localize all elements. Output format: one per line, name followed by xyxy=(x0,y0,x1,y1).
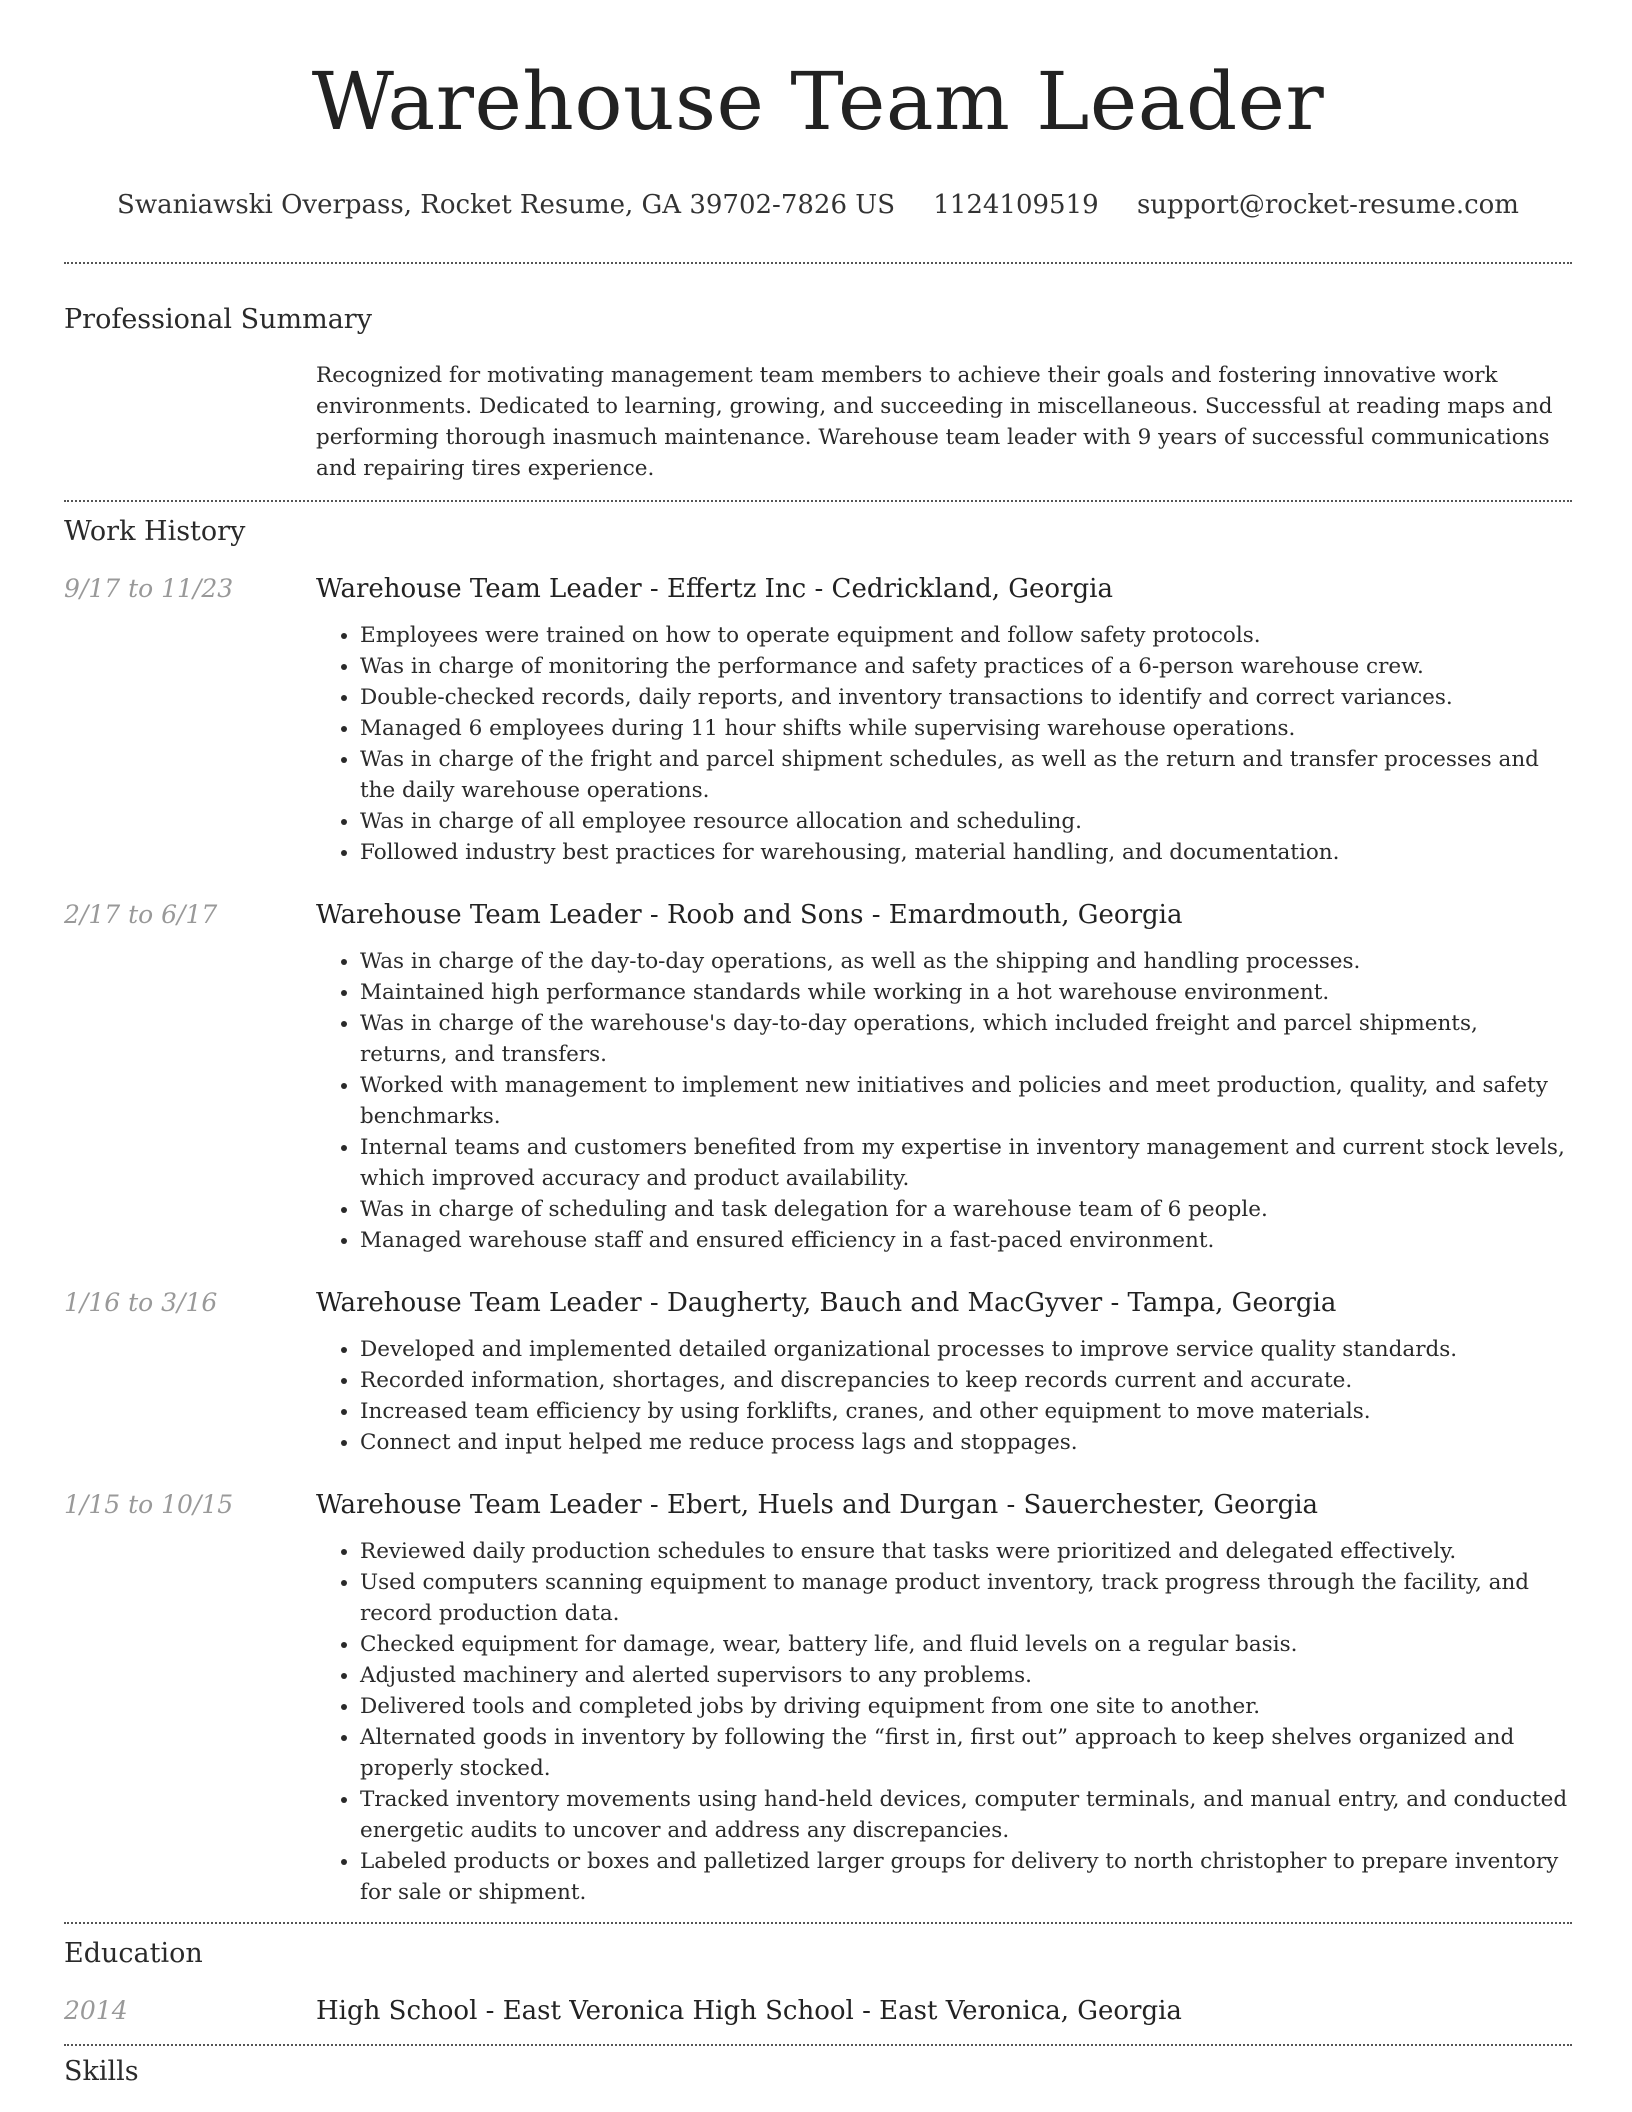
list-item: • Checked equipment for damage, wear, battery life, and fluid levels on a regular basis. xyxy=(360,1629,1572,1660)
job-bullets xyxy=(316,620,1572,868)
list-item: • Was in charge of all employee resource allocation and scheduling. xyxy=(360,806,1572,837)
list-item: • Adjusted machinery and alerted supervisors to any problems. xyxy=(360,1660,1572,1691)
section-title-summary: Professional Summary xyxy=(64,304,372,335)
job-dates: 9/17 to 11/23 xyxy=(64,574,234,603)
list-item: • Was in charge of monitoring the performance and safety practices of a 6-person warehouse crew. xyxy=(360,651,1572,682)
education-title: High School - East Veronica High School - East Veronica, Georgia xyxy=(316,1996,1182,2026)
divider xyxy=(64,500,1572,502)
work-history-section xyxy=(64,514,1572,1908)
list-item: • Labeled products or boxes and palletized larger groups for delivery to north christopher to prepare inventory for sale or shipment. xyxy=(360,1846,1572,1908)
list-item: • Managed 6 employees during 11 hour shifts while supervising warehouse operations. xyxy=(360,713,1572,744)
resume-page xyxy=(64,0,1572,2090)
list-item: • Recorded information, shortages, and discrepancies to keep records current and accurate. xyxy=(360,1365,1572,1396)
job-title: Warehouse Team Leader - Effertz Inc - Cedrickland, Georgia xyxy=(316,574,1113,604)
list-item: • Reviewed daily production schedules to ensure that tasks were prioritized and delegated effectively. xyxy=(360,1536,1572,1567)
list-item: • Was in charge of the fright and parcel shipment schedules, as well as the return and transfer processes and the daily warehouse operations. xyxy=(360,744,1572,806)
job-bullets xyxy=(316,1334,1572,1458)
list-item: • Worked with management to implement new initiatives and policies and meet production, quality, and safety benchmarks. xyxy=(360,1070,1572,1132)
list-item: • Was in charge of the day-to-day operations, as well as the shipping and handling processes. xyxy=(360,946,1572,977)
resume-name: Warehouse Team Leader xyxy=(311,55,1325,148)
education-entry xyxy=(64,1994,1572,2028)
list-item: • Tracked inventory movements using hand-held devices, computer terminals, and manual entry, and conducted energetic audits to uncover and address any discrepancies. xyxy=(360,1784,1572,1846)
divider xyxy=(64,2044,1572,2046)
contact-email: support@rocket-resume.com xyxy=(1136,190,1519,220)
contact-address: Swaniawski Overpass, Rocket Resume, GA 39702-7826 US xyxy=(117,190,895,220)
list-item: • Double-checked records, daily reports, and inventory transactions to identify and correct variances. xyxy=(360,682,1572,713)
section-title-education: Education xyxy=(64,1938,203,1969)
education-dates: 2014 xyxy=(64,1996,128,2025)
list-item: • Managed warehouse staff and ensured efficiency in a fast-paced environment. xyxy=(360,1225,1572,1256)
list-item: • Delivered tools and completed jobs by driving equipment from one site to another. xyxy=(360,1691,1572,1722)
divider xyxy=(64,262,1572,264)
divider xyxy=(64,1922,1572,1924)
education-section xyxy=(64,1936,1572,2028)
section-title-work-history: Work History xyxy=(64,516,246,547)
list-item: • Used computers scanning equipment to manage product inventory, track progress through the facility, and record production data. xyxy=(360,1567,1572,1629)
list-item: • Employees were trained on how to operate equipment and follow safety protocols. xyxy=(360,620,1572,651)
list-item: • Was in charge of scheduling and task delegation for a warehouse team of 6 people. xyxy=(360,1194,1572,1225)
job-title: Warehouse Team Leader - Ebert, Huels and Durgan - Sauerchester, Georgia xyxy=(316,1490,1319,1520)
job-entry xyxy=(64,572,1572,868)
job-title: Warehouse Team Leader - Roob and Sons - Emardmouth, Georgia xyxy=(316,900,1183,930)
summary-section xyxy=(64,302,1572,484)
list-item: • Alternated goods in inventory by following the “first in, first out” approach to keep shelves organized and properly stocked. xyxy=(360,1722,1572,1784)
job-entry xyxy=(64,1488,1572,1908)
list-item: • Was in charge of the warehouse's day-to-day operations, which included freight and parcel shipments, returns, and transfers. xyxy=(360,1008,1572,1070)
list-item: • Increased team efficiency by using forklifts, cranes, and other equipment to move materials. xyxy=(360,1396,1572,1427)
list-item: • Maintained high performance standards while working in a hot warehouse environment. xyxy=(360,977,1572,1008)
contact-line xyxy=(64,188,1572,222)
list-item: • Connect and input helped me reduce process lags and stoppages. xyxy=(360,1427,1572,1458)
job-dates: 1/15 to 10/15 xyxy=(64,1490,234,1519)
skills-section xyxy=(64,2054,1572,2090)
job-entry xyxy=(64,1286,1572,1458)
job-title: Warehouse Team Leader - Daugherty, Bauch and MacGyver - Tampa, Georgia xyxy=(316,1288,1337,1318)
job-dates: 1/16 to 3/16 xyxy=(64,1288,218,1317)
job-dates: 2/17 to 6/17 xyxy=(64,900,218,929)
summary-text: Recognized for motivating management team members to achieve their goals and fostering innovative work environments. Dedicated to learning, growing, and succeeding in miscellaneous. Successful at reading maps and performing thorough inasmuch maintenance. Warehouse team leader with 9 years of successful communications and repairing tires experience. xyxy=(316,363,1553,481)
contact-phone: 1124109519 xyxy=(933,190,1099,220)
list-item: • Developed and implemented detailed organizational processes to improve service quality standards. xyxy=(360,1334,1572,1365)
job-bullets xyxy=(316,946,1572,1256)
job-entry xyxy=(64,898,1572,1256)
list-item: • Internal teams and customers benefited from my expertise in inventory management and current stock levels, which improved accuracy and product availability. xyxy=(360,1132,1572,1194)
section-title-skills: Skills xyxy=(64,2056,139,2087)
job-bullets xyxy=(316,1536,1572,1908)
list-item: • Followed industry best practices for warehousing, material handling, and documentation. xyxy=(360,837,1572,868)
